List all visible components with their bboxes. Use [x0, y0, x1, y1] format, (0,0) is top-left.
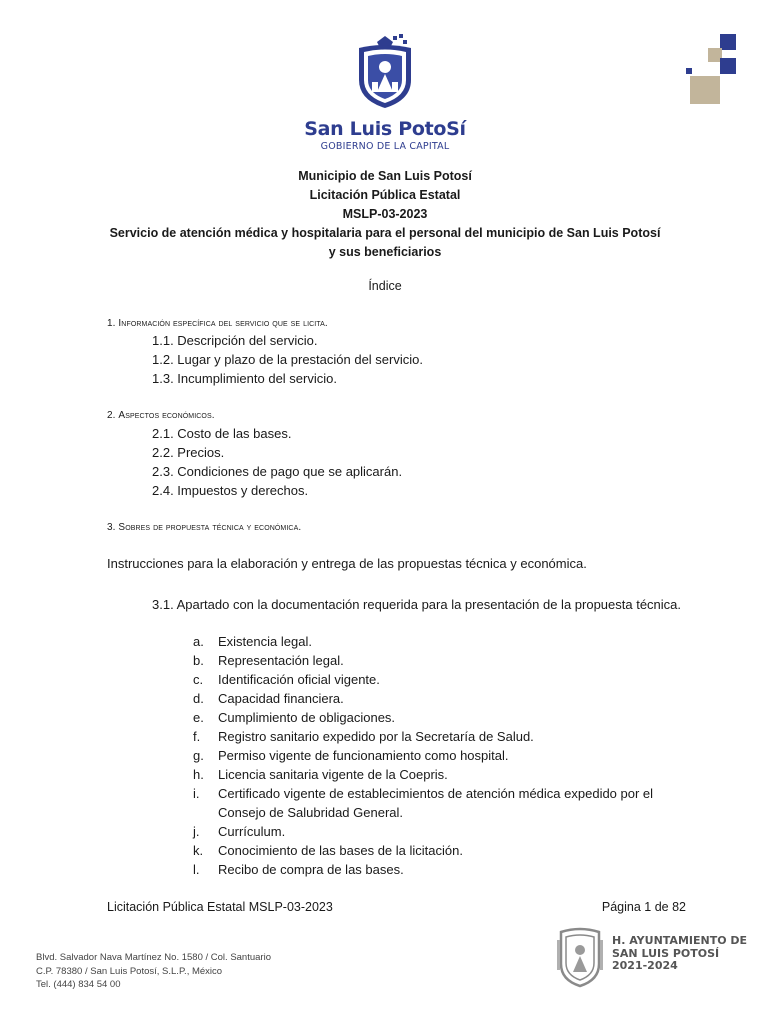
list-text: Licencia sanitaria vigente de la Coepris. — [218, 767, 448, 782]
list-text: Recibo de compra de las bases. — [218, 862, 404, 877]
city-council-label — [612, 935, 747, 973]
address-line: C.P. 78380 / San Luis Potosí, S.L.P., México — [36, 965, 223, 977]
section-3-number: 3. — [107, 522, 119, 533]
list-item — [193, 784, 688, 822]
list-item — [193, 670, 688, 689]
section-2-heading — [107, 410, 215, 421]
section-2-number: 2. — [107, 410, 119, 421]
list-text: Certificado vigente de establecimientos de atención médica expedido por el Consejo de Salubridad General. — [218, 786, 654, 820]
list-text: Registro sanitario expedido por la Secretaría de Salud. — [218, 729, 534, 744]
list-item — [193, 822, 688, 841]
title-tender: Licitación Pública Estatal — [309, 188, 461, 202]
title-service: Servicio de atención médica y hospitalaria para el personal del municipio de San Luis Potosí — [109, 226, 661, 240]
section-1-number: 1. — [107, 318, 119, 329]
list-item — [193, 708, 688, 727]
list-item: 2.2. Precios. — [152, 445, 225, 460]
address-line: Blvd. Salvador Nava Martínez No. 1580 / Col. Santuario — [36, 952, 271, 963]
ayto-period: 2021-2024 — [612, 959, 678, 972]
list-text: Identificación oficial vigente. — [218, 672, 380, 687]
list-item — [193, 765, 688, 784]
list-item: 2.3. Condiciones de pago que se aplicarán. — [152, 464, 403, 479]
list-marker: a. — [193, 634, 204, 649]
section-1-items — [152, 331, 423, 388]
list-item — [193, 632, 688, 651]
paragraph-3-1: 3.1. Apartado con la documentación requerida para la presentación de la propuesta técnica. — [152, 597, 682, 612]
list-marker: f. — [193, 729, 201, 744]
list-item — [193, 651, 688, 670]
list-item: 1.1. Descripción del servicio. — [152, 333, 318, 348]
list-item: 2.1. Costo de las bases. — [152, 426, 292, 441]
address-phone: Tel. (444) 834 54 00 — [36, 979, 121, 990]
list-item — [193, 689, 688, 708]
section-2-items — [152, 424, 402, 500]
footer-address — [36, 951, 271, 992]
list-marker: l. — [193, 862, 200, 877]
section-3-title: Sobres de propuesta técnica y económica. — [118, 522, 302, 533]
ayto-line-2: SAN LUIS POTOSÍ — [612, 946, 720, 960]
list-marker: c. — [193, 672, 204, 687]
list-marker: e. — [193, 710, 204, 725]
document-title — [90, 167, 680, 262]
title-code: MSLP-03-2023 — [342, 207, 428, 221]
list-item — [193, 841, 688, 860]
page-number: Página 1 de 82 — [601, 900, 686, 914]
list-text: Conocimiento de las bases de la licitación. — [218, 843, 463, 858]
list-text: Capacidad financiera. — [218, 691, 344, 706]
list-marker: b. — [193, 653, 204, 668]
list-text: Representación legal. — [218, 653, 344, 668]
list-item: 2.4. Impuestos y derechos. — [152, 483, 309, 498]
city-logo — [300, 34, 470, 152]
list-text: Currículum. — [218, 824, 286, 839]
list-marker: g. — [193, 748, 204, 763]
ayto-line-1: H. AYUNTAMIENTO DE — [612, 934, 748, 947]
city-shield-icon — [355, 34, 415, 110]
list-item: 1.2. Lugar y plazo de la prestación del servicio. — [152, 352, 423, 367]
title-service-cont: y sus beneficiarios — [328, 245, 442, 259]
section-1-title: Información específica del servicio que se licita. — [118, 318, 328, 329]
logo-name: San Luis PotoSí — [304, 118, 466, 140]
list-text: Cumplimiento de obligaciones. — [218, 710, 396, 725]
municipal-emblem-icon — [555, 926, 605, 988]
footer-tender-label: Licitación Pública Estatal MSLP-03-2023 — [107, 900, 333, 914]
list-marker: i. — [193, 786, 200, 801]
list-item — [193, 727, 688, 746]
list-item — [193, 746, 688, 765]
list-marker: j. — [193, 824, 200, 839]
list-text: Permiso vigente de funcionamiento como hospital. — [218, 748, 509, 763]
decorative-squares-icon — [686, 34, 736, 104]
title-municipality: Municipio de San Luis Potosí — [298, 169, 472, 183]
list-marker: k. — [193, 843, 204, 858]
section-2-title: Aspectos económicos. — [118, 410, 215, 421]
section-1-heading — [107, 318, 328, 329]
instructions-paragraph: Instrucciones para la elaboración y entrega de las propuestas técnica y económica. — [107, 556, 587, 571]
list-item — [193, 860, 688, 879]
index-heading: Índice — [368, 279, 402, 293]
section-3-heading — [107, 522, 301, 533]
logo-subtitle: GOBIERNO DE LA CAPITAL — [320, 141, 450, 152]
requirements-list — [193, 632, 688, 879]
list-marker: d. — [193, 691, 204, 706]
list-item: 1.3. Incumplimiento del servicio. — [152, 371, 337, 386]
list-text: Existencia legal. — [218, 634, 312, 649]
list-marker: h. — [193, 767, 204, 782]
